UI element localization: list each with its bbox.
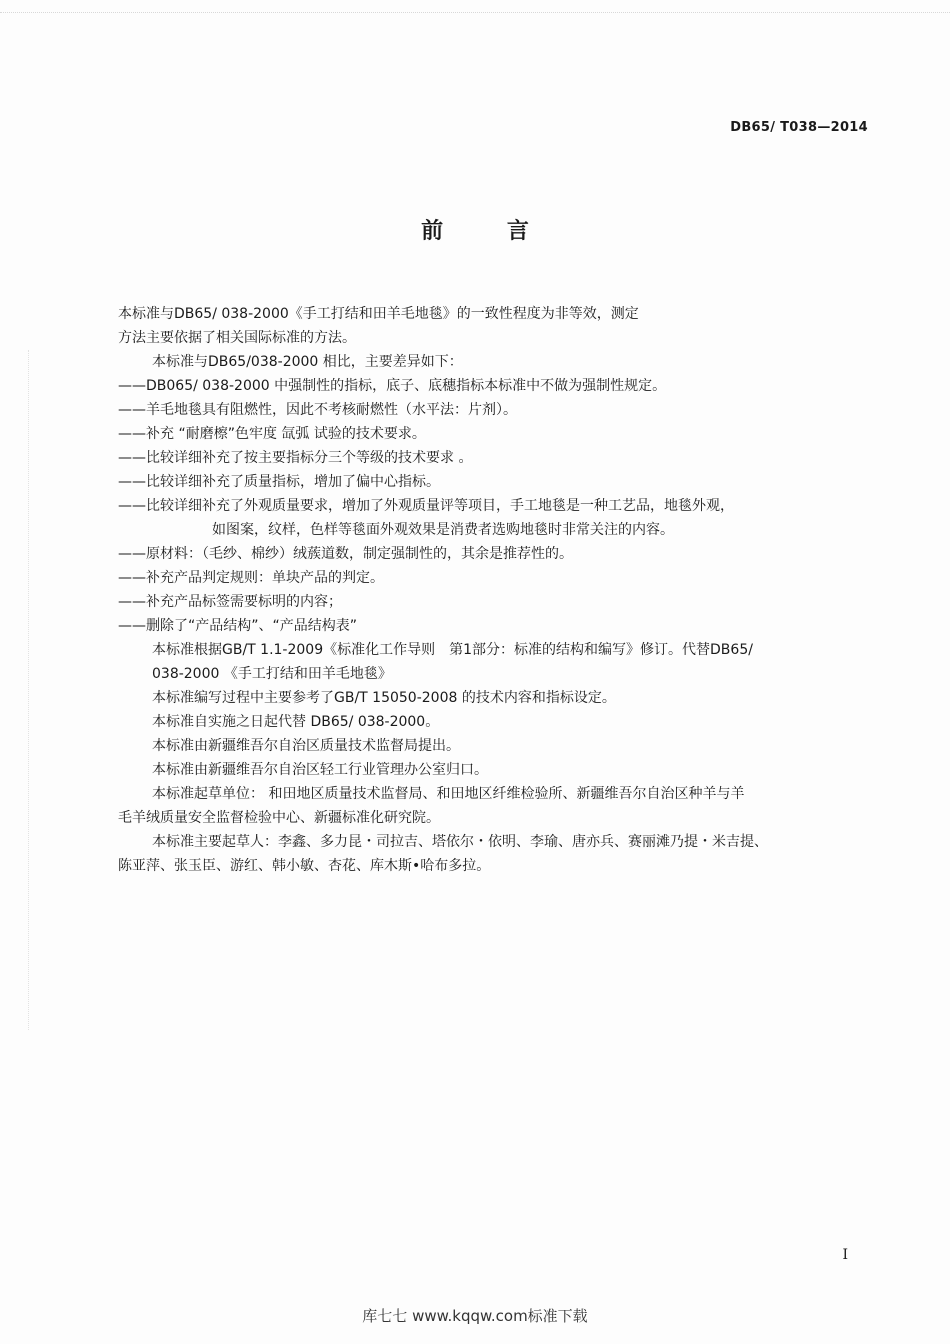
- scan-edge-marks: [0, 0, 950, 13]
- paragraph: 本标准主要起草人：李鑫、多力昆・司拉吉、塔依尔・依明、李瑜、唐亦兵、赛丽滩乃提・米吉提、: [152, 834, 768, 850]
- foreword-body: [118, 302, 868, 878]
- list-item: ——比较详细补充了外观质量要求，增加了外观质量评等项目，手工地毯是一种工艺品，地毯外观，: [118, 498, 734, 514]
- paragraph-continuation: 毛羊绒质量安全监督检验中心、新疆标准化研究院。: [118, 810, 440, 826]
- paragraph: 方法主要依据了相关国际标准的方法。: [118, 330, 356, 346]
- document-code: DB65/ T038—2014: [730, 120, 868, 135]
- paragraph-continuation: 038-2000 《手工打结和田羊毛地毯》: [152, 666, 392, 682]
- paragraph: 本标准起草单位： 和田地区质量技术监督局、和田地区纤维检验所、新疆维吾尔自治区种羊与羊: [152, 786, 745, 802]
- list-item: ——补充 “耐磨檫”色牢度 氙弧 试验的技术要求。: [118, 426, 426, 442]
- list-item-continuation: 如图案，纹样，色样等毯面外观效果是消费者选购地毯时非常关注的内容。: [212, 522, 674, 538]
- list-item: ——羊毛地毯具有阻燃性，因此不考核耐燃性（水平法：片剂）。: [118, 402, 517, 418]
- paragraph: 本标准由新疆维吾尔自治区质量技术监督局提出。: [152, 738, 460, 754]
- paragraph-continuation: 陈亚萍、张玉臣、游红、韩小敏、杏花、库木斯•哈布多拉。: [118, 858, 491, 874]
- list-item: ——比较详细补充了按主要指标分三个等级的技术要求 。: [118, 450, 473, 466]
- list-item: ——DB065/ 038-2000 中强制性的指标，底子、底穗指标本标准中不做为强制性规定。: [118, 378, 667, 394]
- list-item: ——比较详细补充了质量指标，增加了偏中心指标。: [118, 474, 440, 490]
- paragraph: 本标准自实施之日起代替 DB65/ 038-2000。: [152, 714, 440, 730]
- list-item: ——原材料：（毛纱、棉纱）绒蔟道数，制定强制性的，其余是推荐性的。: [118, 546, 573, 562]
- list-item: ——删除了“产品结构”、“产品结构表”: [118, 618, 358, 634]
- paragraph: 本标准与DB65/038-2000 相比，主要差异如下：: [152, 354, 463, 370]
- watermark-link[interactable]: 库七七 www.kqqw.com标准下载: [362, 1307, 588, 1325]
- paragraph: 本标准由新疆维吾尔自治区轻工行业管理办公室归口。: [152, 762, 488, 778]
- paragraph: 本标准与DB65/ 038-2000《手工打结和田羊毛地毯》的一致性程度为非等效，测定: [118, 306, 639, 322]
- paragraph: 本标准编写过程中主要参考了GB/T 15050-2008 的技术内容和指标设定。: [152, 690, 616, 706]
- scan-side-marks: [28, 350, 37, 1030]
- page-title: 前 言: [421, 219, 557, 244]
- paragraph: 本标准根据GB/T 1.1-2009《标准化工作导则 第1部分：标准的结构和编写》修订。代替DB65/: [152, 642, 753, 658]
- list-item: ——补充产品标签需要标明的内容；: [118, 594, 342, 610]
- page-number: I: [842, 1247, 848, 1263]
- list-item: ——补充产品判定规则：单块产品的判定。: [118, 570, 384, 586]
